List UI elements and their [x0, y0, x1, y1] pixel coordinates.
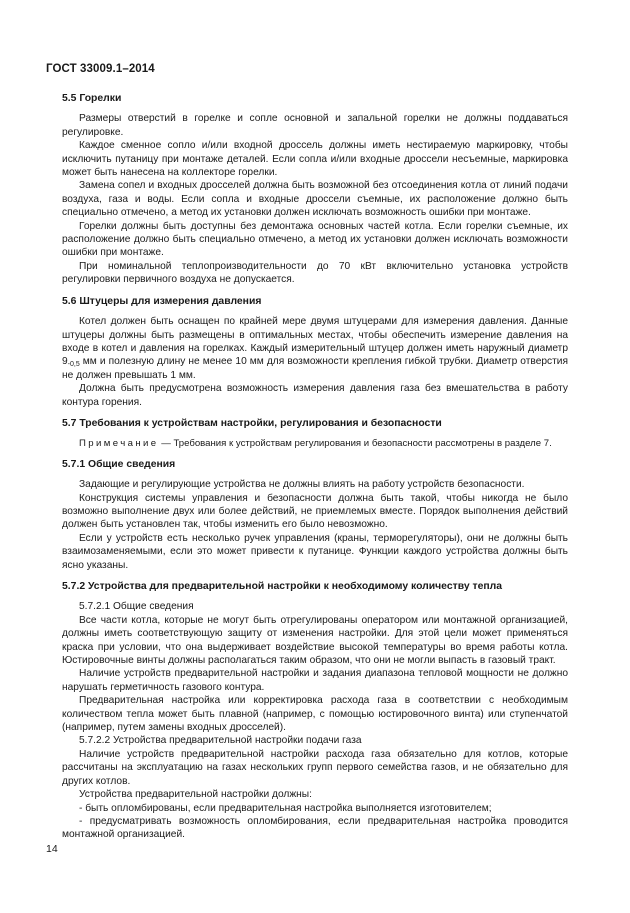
section-5-6-heading: 5.6 Штуцеры для измерения давления [62, 295, 262, 307]
list-item: - предусматривать возможность опломбирования, если предварительная настройка проводится монтажной организацией. [62, 815, 568, 841]
tolerance-subscript: -0,5 [67, 361, 80, 369]
note-text: — Требования к устройствам регулирования и безопасности рассмотрены в разделе 7. [158, 438, 552, 450]
paragraph: Должна быть предусмотрена возможность измерения давления газа без вмешательства в работу контура горения. [62, 383, 568, 408]
section-5-7-1-heading: 5.7.1 Общие сведения [62, 458, 176, 470]
paragraph: Наличие устройств предварительной настройки расхода газа обязательно для котлов, которые рассчитаны на эксплуатацию на газах нескольких групп первого семейства газов, и не обязательно для других котлов. [62, 748, 568, 787]
paragraph-text: Котел должен быть оснащен по крайней мере двумя штуцерами для измерения давления. Данные штуцеры должны быть размещены в оптимальных местах, чтобы обеспечить измерение давления на входе в котел и давления на горелках. Каждый измерительный штуцер должен иметь наружный диаметр 9 [62, 316, 568, 368]
section-5-7-heading: 5.7 Требования к устройствам настройки, регулирования и безопасности [62, 417, 442, 429]
paragraph: Горелки должны быть доступны без демонтажа основных частей котла. Если горелки съемные, их расположение должно быть специально отмечено, а метод их установки должен исключать возможности ошибки при монтаже. [62, 220, 568, 259]
paragraph: Все части котла, которые не могут быть отрегулированы оператором или монтажной организацией, должны иметь соответствующую защиту от изменения настройки. Для этой цели может применяться краска при условии, что она выдерживает воздействие высокой температуры во время работы котла. Юстировочные винты должны располагаться таким образом, что они не могли выпасть в газовый тракт. [62, 614, 568, 667]
list-item: - быть опломбированы, если предварительная настройка выполняется изготовителем; [79, 802, 492, 814]
paragraph: Каждое сменное сопло и/или входной дроссель должны иметь нестираемую маркировку, чтобы исключить путаницу при монтаже деталей. Если сопла и/или входные дроссели несъемные, маркировка может быть нанесена на коллекторе горелки. [62, 140, 568, 179]
paragraph: При номинальной теплопроизводительности до 70 кВт включительно установка устройств регулировки первичного воздуха не допускается. [62, 260, 568, 286]
document-body [62, 92, 568, 842]
paragraph: Устройства предварительной настройки должны: [79, 789, 312, 801]
subsection-5-7-2-1-title: 5.7.2.1 Общие сведения [79, 601, 194, 613]
page-number: 14 [46, 843, 58, 855]
note-label: Примечание [79, 438, 159, 450]
paragraph: Конструкция системы управления и безопасности должна быть такой, чтобы никогда не было возможно выполнение двух или более действий, не приемлемых вместе. Порядок выполнения действий должен быть установлен так, чтобы изменить его было невозможно. [62, 492, 568, 531]
section-5-7-2-heading: 5.7.2 Устройства для предварительной настройки к необходимому количеству тепла [62, 581, 503, 592]
note [62, 437, 568, 450]
paragraph [62, 315, 568, 382]
paragraph-text: мм и полезную длину не менее 10 мм для возможности крепления гибкой трубки. Диаметр отверстия не должен превышать 1 мм. [62, 356, 568, 381]
paragraph: Если у устройств есть несколько ручек управления (краны, терморегуляторы), они не должны быть взаимозаменяемыми, если это может привести к путанице. Функции каждого устройства должны быть ясно указаны. [62, 532, 568, 571]
document-header: ГОСТ 33009.1–2014 [46, 63, 155, 75]
section-5-5-heading: 5.5 Горелки [62, 93, 122, 104]
paragraph: Задающие и регулирующие устройства не должны влиять на работу устройств безопасности. [79, 479, 525, 491]
paragraph: Предварительная настройка или корректировка расхода газа в соответствии с необходимым количеством тепла может быть плавной (например, с помощью юстировочного винта) или ступенчатой (например, путем замены входных дросселей). [62, 695, 568, 734]
subsection-5-7-2-2-title: 5.7.2.2 Устройства предварительной настройки подачи газа [79, 735, 362, 747]
paragraph: Наличие устройств предварительной настройки и задания диапазона тепловой мощности не должно нарушать герметичность газового контура. [62, 668, 568, 693]
paragraph: Размеры отверстий в горелке и сопле основной и запальной горелки не должны поддаваться регулировке. [62, 113, 568, 138]
paragraph: Замена сопел и входных дросселей должна быть возможной без отсоединения котла от линий подачи воздуха, газа и воды. Если сопла и входные дроссели съемные, их расположение должно быть специально отмечено, а метод их установки должен исключать возможность ошибки при монтаже. [62, 180, 568, 219]
